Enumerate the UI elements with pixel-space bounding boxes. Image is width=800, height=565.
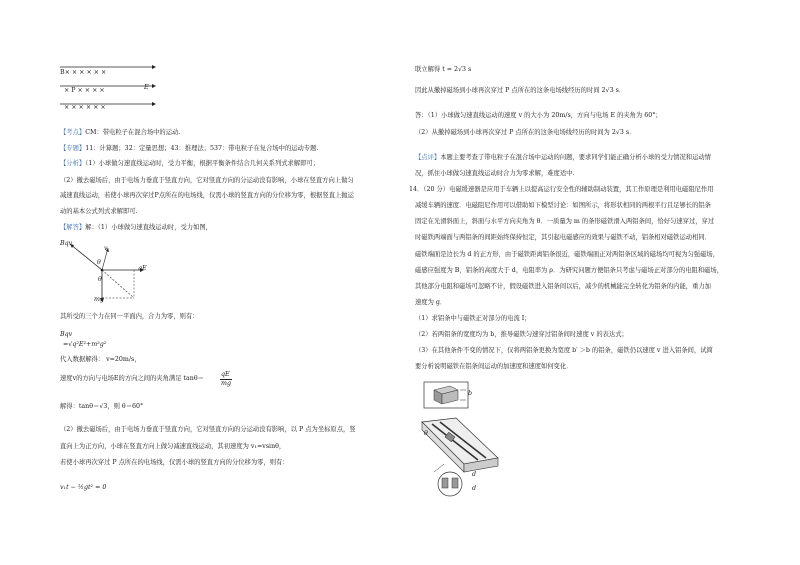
right-line-2: 因此从撤掉磁场到小球再次穿过 P 点所在的这条电场线经历的时间 2√3 s．: [415, 87, 626, 94]
q14-line-3: 固定在光滑斜面上，斜面与水平方向夹角为 θ．一质量为 m 的条形磁铁滑入两铝条间，恰好匀速穿过，穿过: [415, 218, 715, 225]
field-row-2: × P × × × ×: [64, 87, 105, 94]
fenxi-line-1: [60, 160, 319, 168]
kaodian-line: [60, 129, 180, 137]
force-label-bqv: Bqv: [60, 240, 73, 247]
fig-label-d2: d: [472, 485, 477, 492]
magnet-incline-figure: [420, 380, 500, 500]
q14-line-4: 时磁铁两端面与两铝条的间距始终保持恒定，其引起电磁感应的效果与磁铁不动，铝条相对磁铁运动相同．: [415, 234, 711, 241]
fenxi-line-2: （2）撤去磁场后，由于电场力垂直于竖直方向，它对竖直方向的分运动没有影响，小球在竖直方向上做匀: [60, 177, 354, 184]
tan-fraction-num: qE: [221, 371, 230, 378]
dianping-text-1: 本题主要考查了带电粒子在混合场中运动的问题，要求同学们能正确分析小球的受力情况和运动情: [440, 154, 711, 161]
fig-label-theta: θ: [424, 430, 428, 437]
solution-line-9: v₁t − ½gt² = 0: [60, 484, 107, 491]
dianping-line-1: [415, 154, 711, 162]
fenxi-text-1: （1）小球做匀速直线运动时，受力平衡，根据平衡条件结合几何关系列式求解即可；: [85, 160, 320, 167]
solution-line-1: 其所受的三个力在同一平面内，合力为零，则有：: [60, 313, 199, 320]
fig-label-b: b: [468, 390, 473, 397]
answer-line-2: （2）从撤掉磁场到小球再次穿过 P 点所在的这条电场线经历的时间为 2√3 s．: [415, 129, 636, 136]
force-label-v: v: [104, 245, 108, 252]
q14-line-1: 14．（20 分）电磁缓速器是应用于车辆上以提高运行安全性的辅助制动装置，其工作原理是利用电磁阻尼作用: [409, 186, 714, 193]
force-label-theta2: θ: [98, 276, 102, 283]
q14-sub-2: （2）若两铝条的宽度均为 b，推导磁铁匀速穿过铝条间时速度 v 的表达式；: [415, 331, 628, 338]
q14-line-7: 其他部分电阻和磁场可忽略不计，假设磁铁进入铝条间以后，减少的机械能完全转化为铝条的内能，重力加: [415, 283, 711, 290]
q14-sub-3b: 要分析说明磁铁在铝条间运动的加速度和速度如何变化．: [415, 363, 573, 370]
tan-fraction-den: mg: [221, 380, 232, 387]
fenxi-line-3: 减速直线运动，若使小球再次穿过P点所在的电场线，仅需小球的竖直方向的分位移为零，根据竖直上抛运: [60, 192, 354, 199]
answer-line-1: 答：（1）小球做匀速直线运动的速度 v 的大小为 20m/s，方向与电场 E 的夹角为 60°；: [415, 112, 662, 119]
right-line-1: 联立解得 t = 2√3 s: [415, 66, 472, 73]
jieda-tag: 【解答】: [60, 224, 86, 231]
solution-line-6: （2）撤去磁场后，由于电场力垂直于竖直方向，它对竖直方向的分运动没有影响，以 P 点为坐标原点，竖: [60, 426, 356, 433]
dianping-line-2: 况，抓住小球做匀速直线运动时合力为零求解，难度适中.: [415, 170, 575, 177]
solution-line-2-eq: =√q²E²+m²g²: [63, 341, 107, 348]
q14-line-8: 速度为 g．: [415, 299, 447, 306]
fenxi-line-4: 动的基本公式列式求解即可.: [60, 208, 138, 215]
dianping-tag: 【点评】: [415, 154, 441, 161]
field-E-label: E: [144, 84, 149, 91]
field-row-1: B× × × × × ×: [60, 69, 107, 76]
jieda-line-1: [60, 224, 212, 232]
solution-line-5: 解得：tanθ＝√3，则 θ＝60°: [60, 403, 144, 410]
solution-line-4: 速度v的方向与电场E的方向之间的夹角满足 tanθ＝: [60, 375, 204, 382]
solution-line-7: 直向上为正方向，小球在竖直方向上做匀减速直线运动，其初速度为 v₁=vsinθ，: [60, 443, 286, 450]
q14-line-5: 磁铁端面是边长为 d 的正方形，由于磁铁距离铝条很近，磁铁端面正对两铝条区域的磁场均可视为匀强磁场，: [415, 251, 719, 258]
zhuanti-text: 11：计算题；32：定量思想；43：推理法；537：带电粒子在复合场中的运动专题.: [85, 145, 319, 152]
solution-line-3: 代入数据解得： v=20m/s，: [60, 356, 141, 363]
zhuanti-tag: 【专题】: [60, 145, 86, 152]
solution-line-2: Bqv: [60, 331, 73, 338]
q14-sub-3a: （3）在其他条件不变的情况下，仅将两铝条更换为宽度 b′ ＞b 的铝条，磁铁仍以速度 v 进入铝条间，试简: [415, 347, 713, 354]
force-label-mg: mg: [94, 296, 105, 303]
force-label-theta1: θ: [97, 259, 101, 266]
force-label-qE: qE: [138, 265, 147, 272]
field-row-3: × × × × × ×: [64, 104, 106, 111]
fig-label-d1: d: [472, 471, 477, 478]
solution-line-8: 若使小球再次穿过 P 点所在的电场线，仅需小球的竖直方向的分位移为零，则有：: [60, 459, 289, 466]
q14-line-6: 磁感应强度为 B，铝条的高度大于 d，电阻率为 ρ．为研究问题方便铝条只考虑与磁场正对部分的电阻和磁场，: [415, 267, 724, 274]
kaodian-tag: 【考点】: [60, 129, 86, 136]
zhuanti-line: [60, 145, 318, 153]
jieda-text-1: 解：（1）小球做匀速直线运动时，受力如图，: [85, 224, 212, 231]
force-diagram: [58, 240, 158, 306]
q14-line-2: 减缓车辆的速度．电磁阻尼作用可以借助如下模型讨论：如图所示，将形状相同的两根平行且足够长的铝条: [415, 202, 711, 209]
q14-sub-1: （1）求铝条中与磁铁正对部分的电流 I；: [415, 315, 531, 322]
fenxi-tag: 【分析】: [60, 160, 86, 167]
kaodian-text: CM：带电粒子在混合场中的运动.: [85, 129, 181, 136]
